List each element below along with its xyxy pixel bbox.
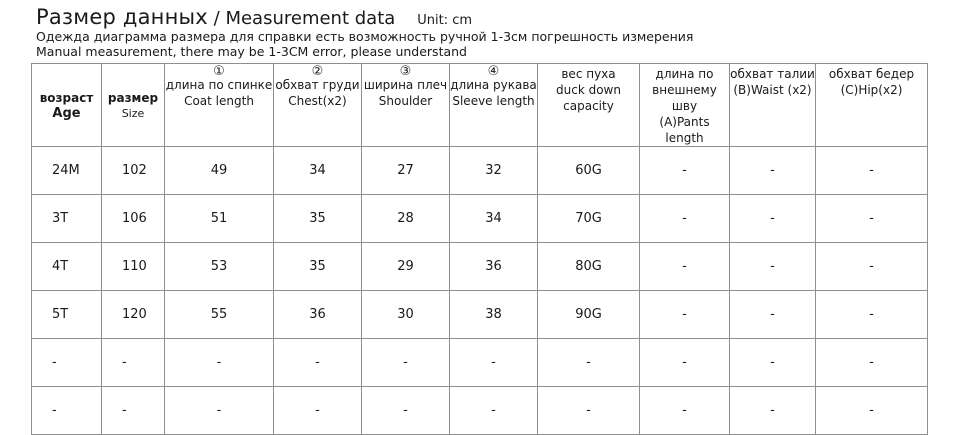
- column-label: Size: [121, 107, 145, 120]
- column-header: [730, 64, 816, 147]
- size-table: [31, 63, 928, 435]
- table-cell: 90G: [538, 291, 640, 339]
- table-cell: 38: [450, 291, 538, 339]
- table-cell: 35: [274, 195, 362, 243]
- column-label: внешнему шву: [652, 83, 717, 113]
- column-label: (A)Pants length: [659, 115, 710, 145]
- column-number: ①: [213, 64, 225, 79]
- column-label: Shoulder: [378, 94, 433, 108]
- table-cell: -: [816, 243, 928, 291]
- column-label: обхват талии: [730, 67, 815, 81]
- subtitle-english: Manual measurement, there may be 1-3CM error, please understand: [36, 44, 467, 59]
- column-label: duck down: [556, 83, 621, 97]
- table-cell: -: [730, 291, 816, 339]
- table-cell: 80G: [538, 243, 640, 291]
- table-cell: 27: [362, 147, 450, 195]
- column-label: (B)Waist (x2): [733, 83, 812, 97]
- column-header: [538, 64, 640, 147]
- column-label: длина рукава: [450, 78, 537, 92]
- table-cell: -: [730, 147, 816, 195]
- table-cell: 51: [165, 195, 274, 243]
- column-label: Coat length: [184, 94, 254, 108]
- table-cell: -: [730, 339, 816, 387]
- table-cell: -: [816, 147, 928, 195]
- table-cell: 29: [362, 243, 450, 291]
- table-row: [32, 387, 928, 435]
- table-cell: -: [816, 339, 928, 387]
- table-cell: -: [274, 387, 362, 435]
- table-cell: 34: [450, 195, 538, 243]
- table-cell: 3T: [32, 195, 102, 243]
- table-cell: -: [730, 243, 816, 291]
- table-cell: -: [450, 387, 538, 435]
- table-cell: 60G: [538, 147, 640, 195]
- table-cell: 34: [274, 147, 362, 195]
- column-label: (C)Hip(x2): [840, 83, 903, 97]
- table-cell: -: [816, 387, 928, 435]
- column-header: [362, 64, 450, 147]
- table-cell: 30: [362, 291, 450, 339]
- subtitle-russian: Одежда диаграмма размера для справки есть возможность ручной 1-3см погрешность измерения: [36, 29, 694, 44]
- table-cell: -: [640, 195, 730, 243]
- title-english: / Measurement data: [207, 8, 396, 29]
- column-label: размер: [107, 91, 159, 105]
- table-cell: 49: [165, 147, 274, 195]
- title-russian: Размер данных: [36, 5, 208, 29]
- table-cell: -: [640, 291, 730, 339]
- column-header: [32, 64, 102, 147]
- column-header: [640, 64, 730, 147]
- table-cell: 70G: [538, 195, 640, 243]
- table-cell: -: [640, 387, 730, 435]
- table-cell: -: [450, 339, 538, 387]
- table-cell: -: [362, 339, 450, 387]
- table-cell: -: [362, 387, 450, 435]
- table-cell: 4T: [32, 243, 102, 291]
- column-label: вес пуха: [561, 67, 616, 81]
- table-cell: -: [640, 147, 730, 195]
- table-cell: -: [32, 387, 102, 435]
- table-cell: 24M: [32, 147, 102, 195]
- table-cell: -: [102, 387, 165, 435]
- column-number: ③: [399, 64, 412, 79]
- column-number: ②: [311, 64, 324, 79]
- table-cell: -: [816, 291, 928, 339]
- column-label: capacity: [563, 99, 614, 113]
- table-cell: -: [538, 339, 640, 387]
- table-cell: -: [32, 339, 102, 387]
- table-cell: -: [730, 387, 816, 435]
- table-cell: -: [816, 195, 928, 243]
- column-header: [165, 64, 274, 147]
- column-label: возраст: [39, 91, 94, 105]
- table-row: [32, 339, 928, 387]
- table-cell: -: [538, 387, 640, 435]
- table-cell: 5T: [32, 291, 102, 339]
- table-cell: 53: [165, 243, 274, 291]
- table-cell: 35: [274, 243, 362, 291]
- table-cell: 110: [102, 243, 165, 291]
- unit-label: Unit: cm: [417, 13, 473, 28]
- table-cell: -: [640, 243, 730, 291]
- column-number: ④: [487, 64, 500, 79]
- table-cell: 36: [274, 291, 362, 339]
- table-cell: 32: [450, 147, 538, 195]
- table-cell: -: [640, 339, 730, 387]
- column-label: ширина плеч: [363, 78, 448, 92]
- column-label: длина по: [655, 67, 714, 81]
- column-label: Sleeve length: [452, 94, 535, 108]
- table-cell: 102: [102, 147, 165, 195]
- table-cell: -: [730, 195, 816, 243]
- column-label: Age: [52, 106, 81, 121]
- column-header: [816, 64, 928, 147]
- table-row: [32, 195, 928, 243]
- column-label: длина по спинке: [165, 78, 273, 92]
- column-header: [102, 64, 165, 147]
- table-cell: 36: [450, 243, 538, 291]
- table-cell: -: [102, 339, 165, 387]
- column-header: [274, 64, 362, 147]
- table-cell: 28: [362, 195, 450, 243]
- table-cell: -: [165, 339, 274, 387]
- table-cell: -: [274, 339, 362, 387]
- table-cell: 55: [165, 291, 274, 339]
- column-label: обхват груди: [275, 78, 360, 92]
- table-row: [32, 243, 928, 291]
- table-header-row: [32, 64, 928, 147]
- column-label: обхват бедер: [828, 67, 915, 81]
- column-header: [450, 64, 538, 147]
- table-cell: 106: [102, 195, 165, 243]
- table-row: [32, 291, 928, 339]
- column-label: Chest(x2): [288, 94, 347, 108]
- table-cell: 120: [102, 291, 165, 339]
- table-cell: -: [165, 387, 274, 435]
- table-row: [32, 147, 928, 195]
